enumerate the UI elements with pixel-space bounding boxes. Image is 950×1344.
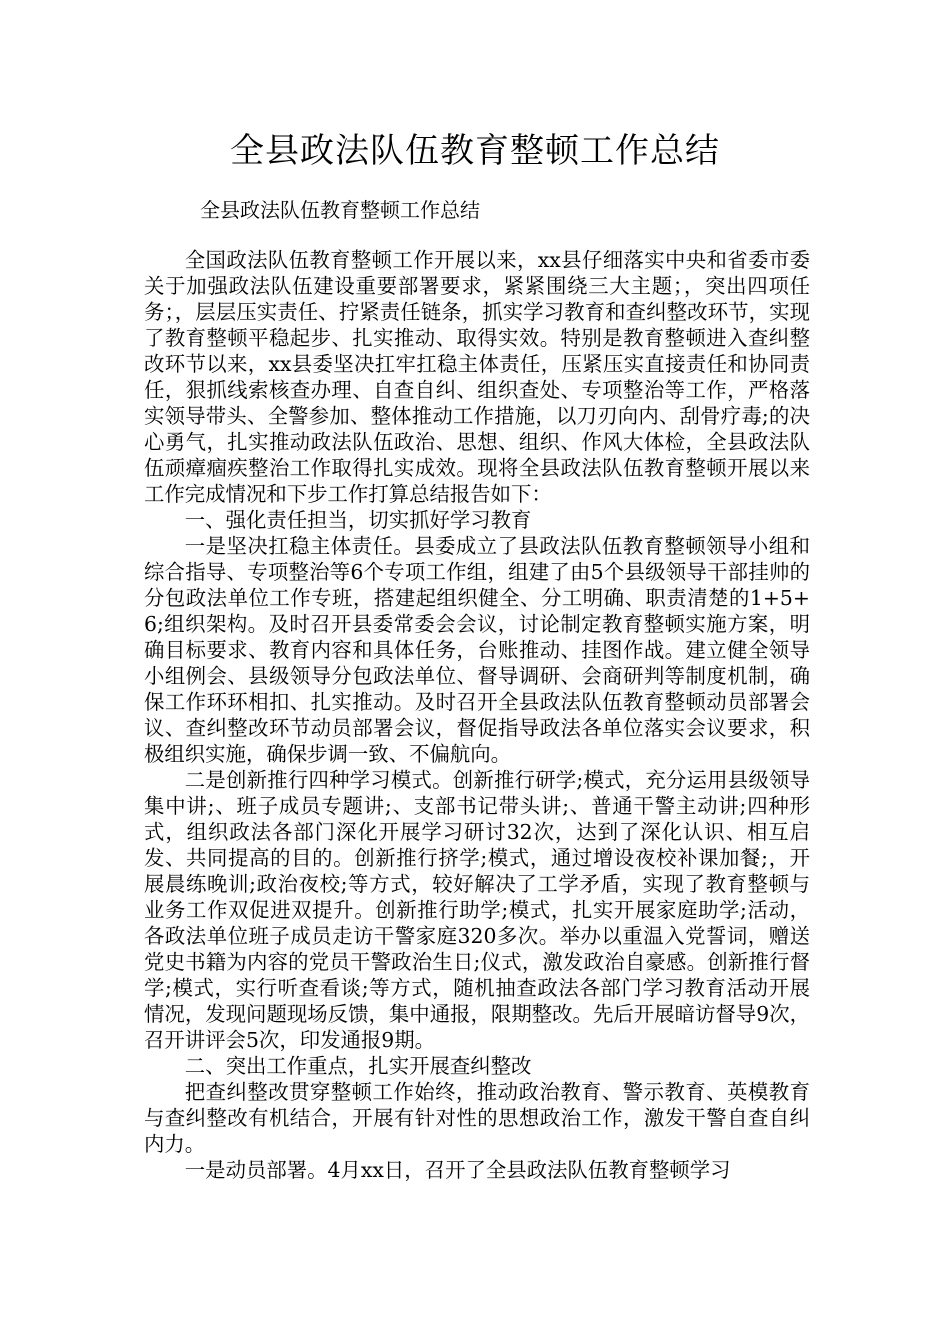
paragraph-main-responsibility: 一是坚决扛稳主体责任。县委成立了县政法队伍教育整顿领导小组和综合指导、专项整治等6个专项工作组，组建了由5个县级领导干部挂帅的分包政法单位工作专班，搭建起组织健全、分工明确、职责清楚的1+5+6;组织架构。及时召开县委常委会会议，讨论制定教育整顿实施方案，明确目标要求、教育内容和具体任务，台账推动、挂图作战。建立健全领导小组例会、县级领导分包政法单位、督导调研、会商研判等制度机制，确保工作环环相扣、扎实推动。及时召开全县政法队伍教育整顿动员部署会议、查纠整改环节动员部署会议，督促指导政法各单位落实会议要求，积极组织实施，确保步调一致、不偏航向。: [144, 534, 810, 766]
document-body: [144, 247, 810, 1183]
document-subtitle: 全县政法队伍教育整顿工作总结: [200, 198, 480, 222]
paragraph-rectification: 把查纠整改贯穿整顿工作始终，推动政治教育、警示教育、英模教育与查纠整改有机结合，开展有针对性的思想政治工作，激发干警自查自纠内力。: [144, 1080, 810, 1156]
section-heading-1: 一、强化责任担当，切实抓好学习教育: [184, 508, 532, 532]
document-title: 全县政法队伍教育整顿工作总结: [230, 131, 720, 171]
paragraph-mobilization: 一是动员部署。4月xx日，召开了全县政法队伍教育整顿学习: [184, 1158, 731, 1182]
paragraph-learning-modes: 二是创新推行四种学习模式。创新推行研学;模式，充分运用县级领导集中讲;、班子成员专题讲;、支部书记带头讲;、普通干警主动讲;四种形式，组织政法各部门深化开展学习研讨32次，达到了深化认识、相互启发、共同提高的目的。创新推行挤学;模式，通过增设夜校补课加餐;，开展晨练晚训;政治夜校;等方式，较好解决了工学矛盾，实现了教育整顿与业务工作双促进双提升。创新推行助学;模式，扎实开展家庭助学;活动，各政法单位班子成员走访干警家庭320多次。举办以重温入党誓词，赠送党史书籍为内容的党员干警政治生日;仪式，激发政治自豪感。创新推行督学;模式，实行听查看谈;等方式，随机抽查政法各部门学习教育活动开展情况，发现问题现场反馈，集中通报，限期整改。先后开展暗访督导9次，召开讲评会5次，印发通报9期。: [144, 768, 810, 1052]
section-heading-2: 二、突出工作重点，扎实开展查纠整改: [184, 1054, 532, 1078]
paragraph-intro: 全国政法队伍教育整顿工作开展以来，xx县仔细落实中央和省委市委关于加强政法队伍建设重要部署要求，紧紧围绕三大主题；，突出四项任务；，层层压实责任、拧紧责任链条，抓实学习教育和查纠整改环节，实现了教育整顿平稳起步、扎实推动、取得实效。特别是教育整顿进入查纠整改环节以来，xx县委坚决扛牢扛稳主体责任，压紧压实直接责任和协同责任，狠抓线索核查办理、自查自纠、组织查处、专项整治等工作，严格落实领导带头、全警参加、整体推动工作措施，以刀刃向内、刮骨疗毒;的决心勇气，扎实推动政法队伍政治、思想、组织、作风大体检，全县政法队伍顽瘴痼疾整治工作取得扎实成效。现将全县政法队伍教育整顿开展以来工作完成情况和下步工作打算总结报告如下：: [144, 248, 810, 506]
